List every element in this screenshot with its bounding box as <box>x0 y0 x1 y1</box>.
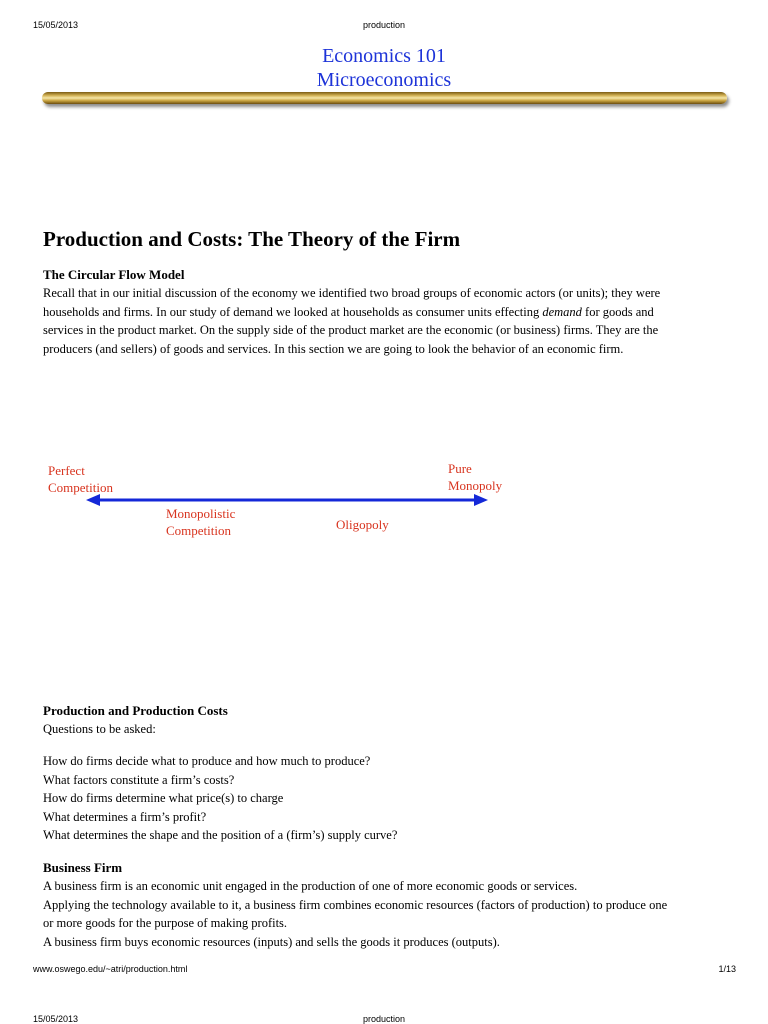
paragraph-line: or more goods for the purpose of making profits. <box>43 916 288 930</box>
paragraph-line: services in the product market. On the supply side of the product market are the economic (or business) firms. They are the <box>43 323 659 337</box>
business-firm-paragraph <box>43 877 667 951</box>
question-item: What determines the shape and the position of a (firm’s) supply curve? <box>43 828 398 842</box>
arrow-head-right <box>474 494 488 506</box>
banner-subtitle: Microeconomics <box>316 69 452 91</box>
paragraph-line: A business firm is an economic unit engaged in the production of one of more economic goods or services. <box>43 879 578 893</box>
paragraph-line: producers (and sellers) of goods and services. In this section we are going to look the behavior of an economic firm. <box>43 341 624 356</box>
banner-course-title: Economics 101 <box>322 45 446 67</box>
label-line: Competition <box>48 480 113 495</box>
questions-intro: Questions to be asked: <box>43 722 156 736</box>
label-line: Perfect <box>48 463 85 478</box>
section-heading-circular-flow: The Circular Flow Model <box>43 267 185 282</box>
label-line: Pure <box>448 461 472 476</box>
paragraph-line <box>43 303 660 322</box>
question-item: What factors constitute a firm’s costs? <box>43 772 235 787</box>
label-line: Monopoly <box>448 478 503 493</box>
questions-list <box>43 752 397 845</box>
paragraph-line: Applying the technology available to it, a business firm combines economic resources (factors of production) to produce one <box>43 897 668 912</box>
label-line: Monopolistic <box>166 506 236 521</box>
next-page-title: production <box>362 1014 406 1024</box>
section-heading-business-firm: Business Firm <box>43 860 123 875</box>
next-page-date: 15/05/2013 <box>33 1014 79 1024</box>
circular-flow-paragraph <box>43 284 660 358</box>
paragraph-line: Recall that in our initial discussion of the economy we identified two broad groups of economic actors (or units); they were <box>43 286 661 300</box>
spectrum-double-arrow <box>80 490 500 510</box>
print-title: production <box>362 20 406 30</box>
label-oligopoly: Oligopoly <box>336 517 389 532</box>
print-footer-page: 1/13 <box>718 964 736 974</box>
gold-divider-bar <box>42 92 727 104</box>
page-title: Production and Costs: The Theory of the Firm <box>43 227 461 251</box>
question-item: How do firms determine what price(s) to charge <box>43 791 284 805</box>
arrow-head-left <box>86 494 100 506</box>
text-run: for goods and <box>581 304 654 319</box>
label-line: Competition <box>166 523 231 538</box>
label-pure-monopoly <box>448 460 502 494</box>
question-item: What determines a firm’s profit? <box>43 809 207 824</box>
text-run: households and firms. In our study of demand we looked at households as consumer units effecting <box>43 304 543 319</box>
question-item: How do firms decide what to produce and how much to produce? <box>43 754 371 768</box>
print-date: 15/05/2013 <box>33 20 79 30</box>
label-monopolistic-competition <box>166 505 235 539</box>
emphasis-demand: demand <box>542 304 582 319</box>
section-heading-production-costs: Production and Production Costs <box>43 703 228 718</box>
print-footer-url: www.oswego.edu/~atri/production.html <box>33 964 188 974</box>
paragraph-line: A business firm buys economic resources (inputs) and sells the goods it produces (outputs). <box>43 934 500 949</box>
